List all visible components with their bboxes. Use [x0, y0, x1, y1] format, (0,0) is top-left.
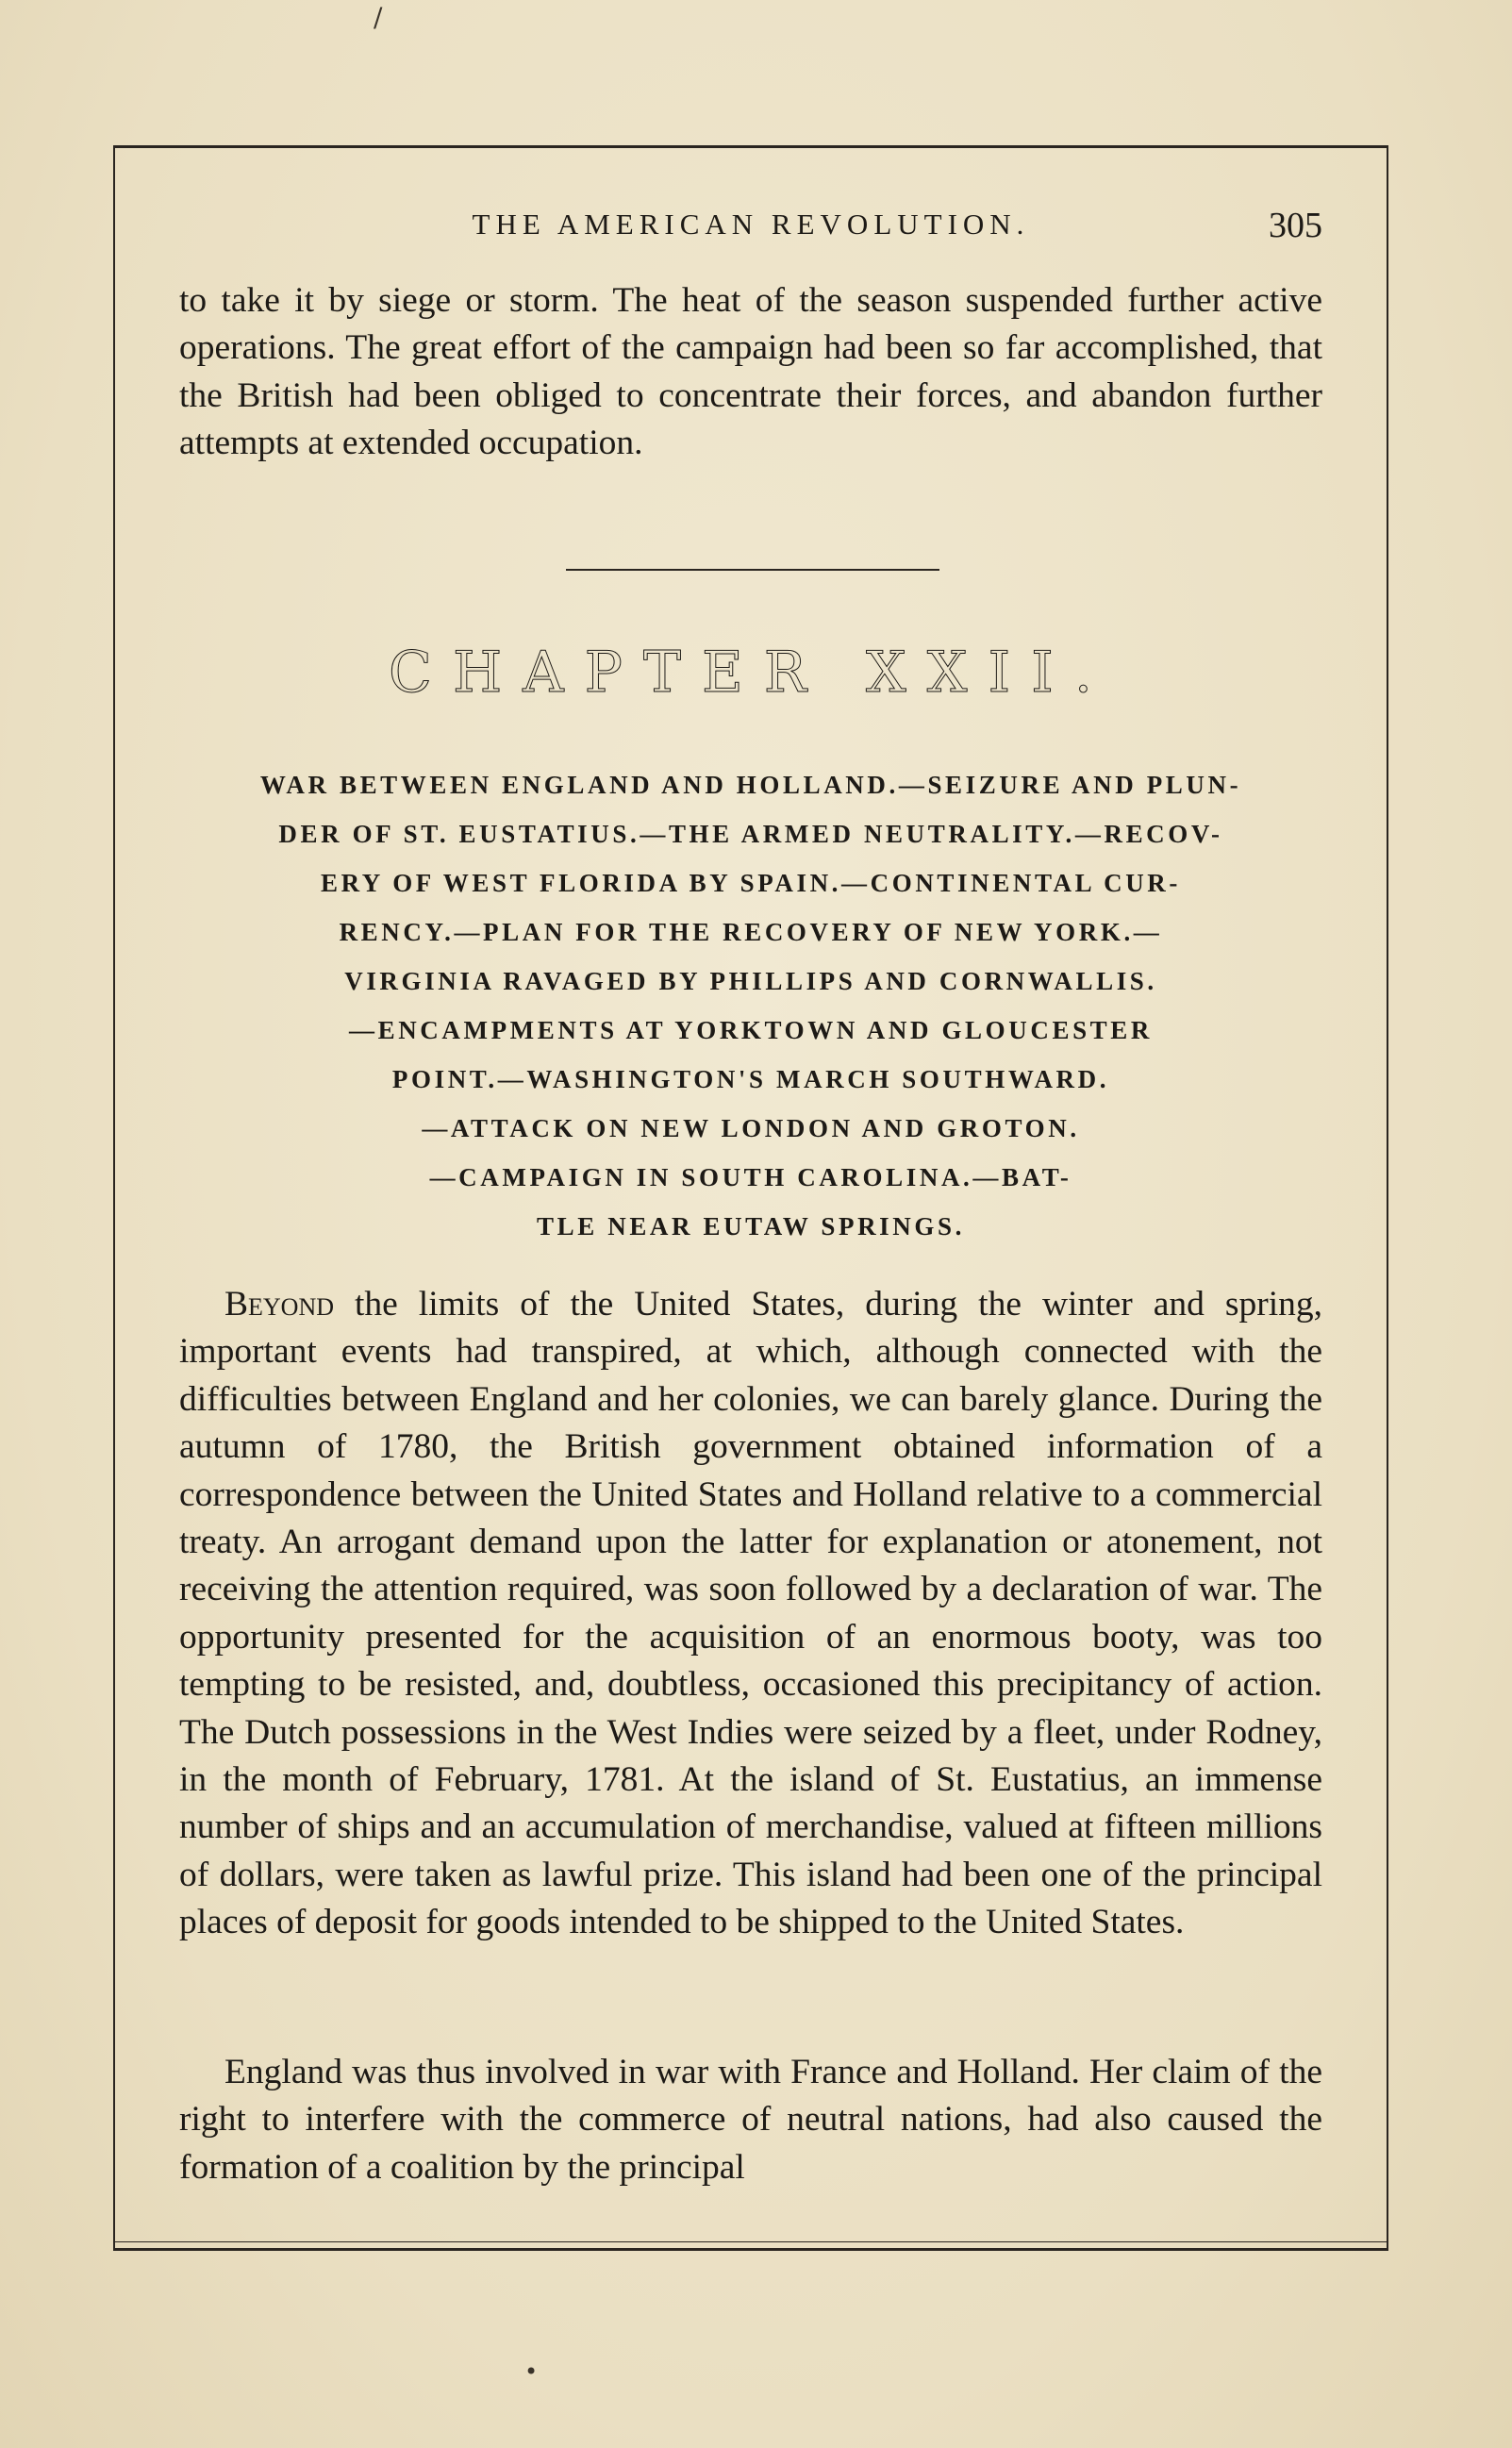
synopsis-line: DER OF ST. EUSTATIUS.—THE ARMED NEUTRALITY.—RECOV- — [278, 820, 1223, 848]
running-title: THE AMERICAN REVOLUTION. — [472, 208, 1030, 241]
synopsis-line: RENCY.—PLAN FOR THE RECOVERY OF NEW YORK.— — [339, 918, 1163, 946]
bottom-mark: • — [524, 2358, 539, 2385]
body-paragraph-2: England was thus involved in war with France and Holland. Her claim of the right to interfere with the commerce of neutral nations, had also caused the formation of a coalition by the principal — [179, 2053, 1322, 2187]
synopsis-line: ERY OF WEST FLORIDA BY SPAIN.—CONTINENTAL CUR- — [320, 869, 1181, 897]
synopsis-line: VIRGINIA RAVAGED BY PHILLIPS AND CORNWALLIS. — [344, 967, 1157, 995]
synopsis-line: WAR BETWEEN ENGLAND AND HOLLAND.—SEIZURE AND PLUN- — [259, 771, 1242, 799]
synopsis-line: POINT.—WASHINGTON'S MARCH SOUTHWARD. — [391, 1065, 1110, 1093]
synopsis-line: —CAMPAIGN IN SOUTH CAROLINA.—BAT- — [429, 1163, 1072, 1191]
top-pencil-mark: / — [374, 2, 383, 33]
synopsis-line: TLE NEAR EUTAW SPRINGS. — [537, 1212, 965, 1241]
chapter-heading: CHAPTER XXII. — [389, 640, 1113, 706]
body-paragraph-1-text: the limits of the United States, during the winter and spring, important events had transpired, at which, although connected with the difficulties between England and her colonies, we can barely glance. During the autumn of 1780, the British government obtained information of a correspondence between the United States and Holland relative to a commercial treaty. An arrogant demand upon the latter for explanation or atonement, not receiving the attention required, was soon followed by a declaration of war. The opportunity presented for the acquisition of an enormous booty, was too tempting to be resisted, and, doubtless, occasioned this precipitancy of action. The Dutch possessions in the West Indies were seized by a fleet, under Rodney, in the month of February, 1781. At the island of St. Eustatius, an immense number of ships and an accumulation of merchandise, valued at fifteen millions of dollars, were taken as lawful prize. This island had been one of the principal places of deposit for goods intended to be shipped to the United States. — [179, 1285, 1323, 1942]
synopsis-line: —ENCAMPMENTS AT YORKTOWN AND GLOUCESTER — [349, 1016, 1153, 1044]
running-head — [179, 200, 1322, 257]
synopsis-line: —ATTACK ON NEW LONDON AND GROTON. — [422, 1114, 1080, 1142]
section-divider-rule — [566, 569, 939, 571]
page-number: 305 — [1269, 206, 1322, 245]
body-paragraph-1 — [179, 1281, 1322, 1947]
chapter-synopsis — [179, 760, 1322, 1251]
drop-word: Beyond — [224, 1285, 334, 1324]
intro-paragraph: to take it by siege or storm. The heat of the season suspended further active operations. The great effort of the campaign had been so far accomplished, that the British had been obliged to concentrate their forces, and abandon further attempts at extended occupation. — [179, 281, 1322, 463]
